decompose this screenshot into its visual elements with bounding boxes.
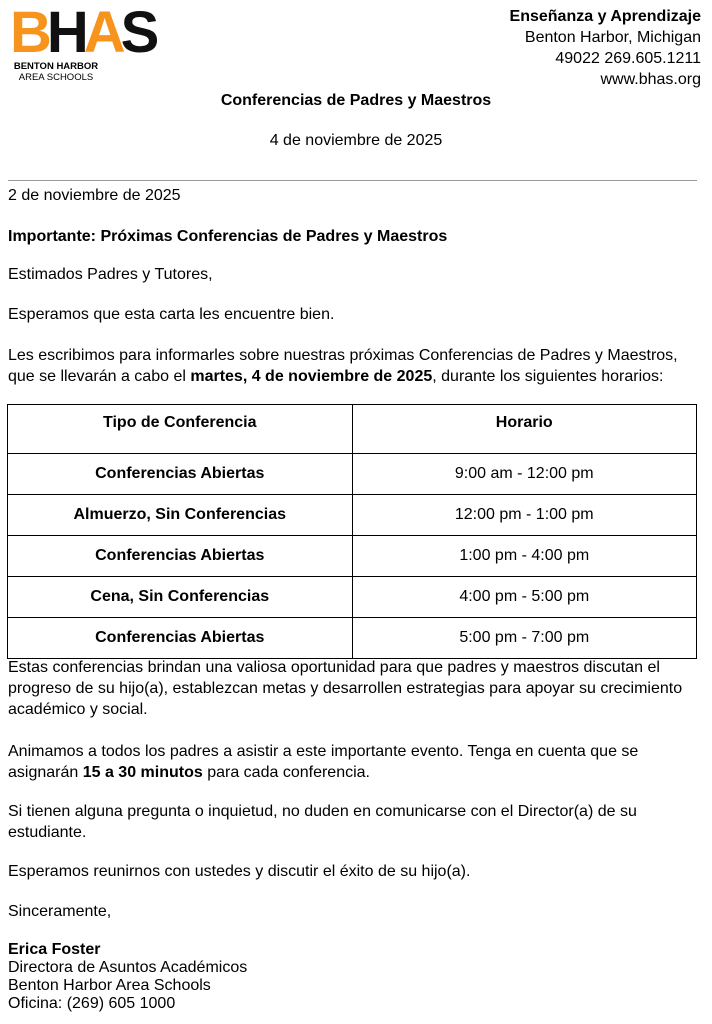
document-date: 4 de noviembre de 2025 bbox=[269, 132, 443, 149]
table-row bbox=[8, 618, 697, 659]
signoff: Sinceramente, bbox=[8, 903, 112, 920]
opportunity-paragraph: Estas conferencias brindan una valiosa oportunidad para que padres y maestros discutan el progreso de su hijo(a), establezcan metas y desarrollen estrategias para apoyar su crecimiento académico y social. bbox=[8, 659, 683, 718]
signer-organization: Benton Harbor Area Schools bbox=[8, 977, 211, 994]
table-header-row bbox=[8, 405, 697, 454]
conference-time: 1:00 pm - 4:00 pm bbox=[352, 536, 697, 577]
conference-type: Conferencias Abiertas bbox=[8, 454, 353, 495]
letterhead-contact bbox=[510, 6, 701, 90]
conference-time: 4:00 pm - 5:00 pm bbox=[352, 577, 697, 618]
document-title: Conferencias de Padres y Maestros bbox=[220, 92, 492, 109]
conference-type: Conferencias Abiertas bbox=[8, 536, 353, 577]
event-date: martes, 4 de noviembre de 2025 bbox=[190, 368, 433, 385]
column-header-type: Tipo de Conferencia bbox=[8, 405, 353, 454]
table-row bbox=[8, 577, 697, 618]
department-name: Enseñanza y Aprendizaje bbox=[509, 8, 701, 25]
signer-role: Directora de Asuntos Académicos bbox=[8, 959, 248, 976]
letter-date: 2 de noviembre de 2025 bbox=[8, 187, 181, 204]
zip-phone-line: 49022 269.605.1211 bbox=[555, 50, 701, 67]
questions-paragraph: Si tienen alguna pregunta o inquietud, no duden en comunicarse con el Director(a) de su estudiante. bbox=[8, 803, 637, 841]
city-line: Benton Harbor, Michigan bbox=[524, 29, 701, 46]
conference-time: 9:00 am - 12:00 pm bbox=[352, 454, 697, 495]
logo-wordmark: BHAS bbox=[10, 0, 155, 65]
conference-type: Conferencias Abiertas bbox=[8, 618, 353, 659]
letter-greeting: Estimados Padres y Tutores, bbox=[8, 266, 213, 283]
table-row bbox=[8, 495, 697, 536]
schedule-table bbox=[7, 404, 697, 659]
conference-type: Almuerzo, Sin Conferencias bbox=[8, 495, 353, 536]
logo-subtitle: BENTON HARBOR AREA SCHOOLS bbox=[13, 61, 99, 83]
table-row bbox=[8, 454, 697, 495]
letter-opening: Esperamos que esta carta les encuentre bien. bbox=[8, 306, 335, 323]
intro-paragraph: Les escribimos para informarles sobre nuestras próximas Conferencias de Padres y Maestros, que se llevarán a cabo el martes, 4 de noviembre de 2025, durante los siguientes horarios: bbox=[8, 347, 678, 385]
conference-time: 12:00 pm - 1:00 pm bbox=[352, 495, 697, 536]
bhas-logo bbox=[10, 0, 155, 83]
conference-duration: 15 a 30 minutos bbox=[82, 764, 203, 781]
website-link[interactable]: www.bhas.org bbox=[600, 71, 701, 88]
header-divider bbox=[8, 180, 697, 181]
signer-name: Erica Foster bbox=[8, 941, 101, 958]
table-row bbox=[8, 536, 697, 577]
encourage-paragraph: Animamos a todos los padres a asistir a este importante evento. Tenga en cuenta que se asignarán 15 a 30 minutos para cada conferencia. bbox=[8, 743, 639, 781]
column-header-time: Horario bbox=[352, 405, 697, 454]
signer-office-phone: Oficina: (269) 605 1000 bbox=[8, 995, 176, 1012]
signature-block bbox=[8, 941, 247, 1013]
conference-type: Cena, Sin Conferencias bbox=[8, 577, 353, 618]
closing-paragraph: Esperamos reunirnos con ustedes y discutir el éxito de su hijo(a). bbox=[8, 863, 471, 880]
conference-time: 5:00 pm - 7:00 pm bbox=[352, 618, 697, 659]
letter-subject: Importante: Próximas Conferencias de Padres y Maestros bbox=[8, 228, 448, 245]
